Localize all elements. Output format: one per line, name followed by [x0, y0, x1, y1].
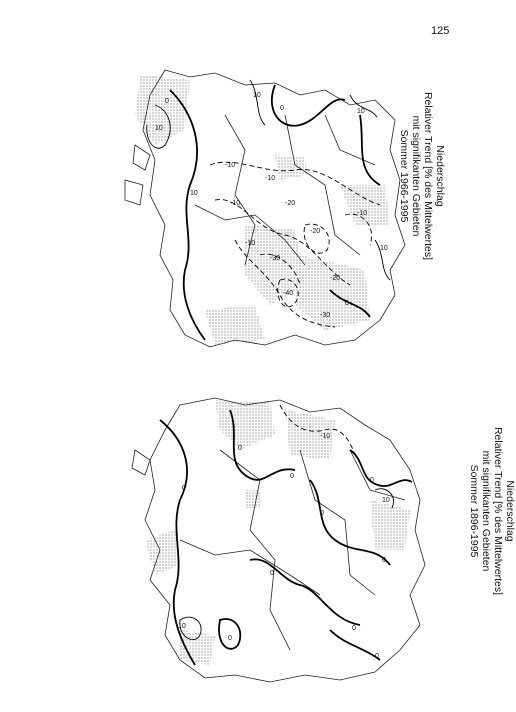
- contour-label: -10: [357, 210, 368, 217]
- contour-label: -10: [225, 162, 236, 169]
- contour-label: 0: [352, 625, 356, 632]
- contour-label: 10: [357, 108, 365, 115]
- caption-title: Niederschlag: [434, 145, 446, 207]
- contour-label: 0: [280, 105, 284, 112]
- contour-label: 0: [345, 300, 349, 307]
- caption-title: Niederschlag: [504, 480, 516, 542]
- contour-label: -30: [320, 312, 331, 319]
- top-map-figure: [95, 55, 415, 355]
- contour-label: 10: [253, 92, 261, 99]
- contour-label: 10: [380, 245, 388, 252]
- positive-contours: [180, 489, 394, 640]
- contour-label: 0: [382, 557, 386, 564]
- bottom-map-figure: [120, 390, 440, 690]
- contour-label: 10: [178, 623, 186, 630]
- contour-label: 10: [155, 125, 163, 132]
- contour-label: 0: [375, 653, 379, 660]
- contour-label: -40: [283, 290, 294, 297]
- contour-label: 0: [370, 477, 374, 484]
- contour-label: -30: [270, 255, 281, 262]
- contour-label: -10: [320, 433, 331, 440]
- page-number: 125: [431, 25, 450, 37]
- bottom-map-caption: [468, 416, 516, 606]
- contour-label: -10: [245, 240, 256, 247]
- caption-period: Sommer 1896-1995: [468, 464, 480, 558]
- contour-label: -20: [285, 200, 296, 207]
- contour-label: 0: [228, 635, 232, 642]
- caption-subtitle: Relativer Trend [% des Mittelwertes]: [492, 426, 504, 596]
- contour-label: -10: [265, 175, 276, 182]
- contour-label: -10: [230, 200, 241, 207]
- caption-subtitle: Relativer Trend [% des Mittelwertes]: [422, 91, 434, 261]
- caption-subtitle: mit signifikanten Gebieten: [480, 450, 492, 572]
- contour-label: 10: [190, 190, 198, 197]
- contour-label: 0: [270, 570, 274, 577]
- contour-label: 0: [238, 445, 242, 452]
- contour-label: 0: [290, 473, 294, 480]
- contour-label: 0: [320, 510, 324, 517]
- contour-label: 0: [182, 485, 186, 492]
- contour-label: 0: [165, 98, 169, 105]
- caption-subtitle: mit signifikanten Gebieten: [410, 115, 422, 237]
- contour-label: -20: [330, 275, 341, 282]
- top-map-caption: [398, 81, 446, 271]
- contour-label: -20: [310, 228, 321, 235]
- contour-label: 10: [382, 497, 390, 504]
- caption-period: Sommer 1966-1995: [398, 129, 410, 223]
